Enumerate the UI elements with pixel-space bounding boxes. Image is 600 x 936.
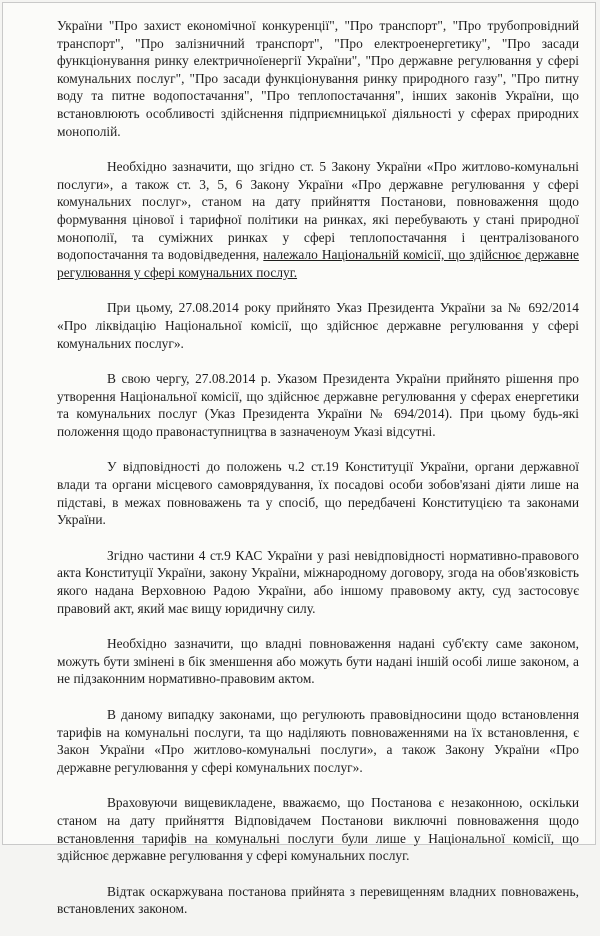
underlined-commission-text: належало Національній комісії, що здійснює державне регулювання у сфері комунальних послуг. xyxy=(57,247,580,280)
document-body xyxy=(57,17,579,936)
paragraph-laws-list: України "Про захист економічної конкуренції", "Про транспорт", "Про трубопровідний транспорт", "Про залізничний транспорт", "Про електроенергетику", "Про засади функціонування ринку електричноїенергії України", "Про державне регулювання у сфері комунальних послуг", "Про засади функціонування ринку природного газу", "Про питну воду та питне водопостачання", "Про теплопостачання", інших законів України, що встановлюють особливості здійснення підприємницької діяльності у сферах природних монополій. xyxy=(57,18,579,139)
paragraph-kas: Згідно частини 4 ст.9 КАС України у разі невідповідності нормативно-правового акта Конституції України, закону України, міжнародному договору, згода на обов'язковість якого надана Верховною Радою України, або іншому правовому акту, суд застосовує правовий акт, який має вищу юридичну силу. xyxy=(57,547,579,616)
paragraph-regulating-laws: В даному випадку законами, що регулюють правовідносини щодо встановлення тарифів на комунальні послуги, та що наділяють повноваженнями на їх встановлення, є Закон України «Про житлово-комунальні послуги», а також Закону України «Про державне регулювання у сфері комунальних послуг». xyxy=(57,707,579,775)
paragraph-authority-note xyxy=(57,158,579,281)
paragraph-powers-by-law: Необхідно зазначити, що владні повноваження надані суб'єкту саме законом, можуть бути змінені в бік зменшення або можуть бути надані іншій особі лише законом, а не підзаконним нормативно-правовим актом. xyxy=(57,636,579,687)
paragraph-conclusion: Враховуючи вищевикладене, вважаємо, що Постанова є незаконною, оскільки станом на дату прийняття Відповідачем Постанови виключні повноваження щодо встановлення тарифів на комунальні послуги були лише у Національної комісії, що здійснює державне регулювання у сфері комунальних послуг. xyxy=(57,795,579,864)
paragraph-decree-692: При цьому, 27.08.2014 року прийнято Указ Президента України за № 692/2014 «Про ліквідацію Національної комісії, що здійснює державне регулювання у сфері комунальних послуг». xyxy=(57,300,579,351)
paragraph-decree-694: В свою чергу, 27.08.2014 р. Указом Президента України прийнято рішення про утворення Національної комісії, що здійснює державне регулювання у сферах енергетики та комунальних послуг (Указ Президента України № 694/2014). При цьому будь-які положення щодо правонаступництва в зазначеноум Указі відсутні. xyxy=(57,371,579,439)
document-page xyxy=(2,2,596,917)
paragraph-final: Відтак оскаржувана постанова прийнята з перевищенням владних повноважень, встановлених законом. xyxy=(57,883,579,917)
paragraph-authority-text: Необхідно зазначити, що згідно ст. 5 Закону України «Про житлово-комунальні послуги», а також ст. 3, 5, 6 Закону України «Про державне регулювання у сфері комунальних послуг», станом на дату прийняття Постанови, повноваження щодо формування цінової і тарифної політики на ринках, які перебувають у стані природної монополії, та суміжних ринках у сфері теплопостачання і централізованого водопостачання та водовідведення, xyxy=(57,159,579,263)
paragraph-constitution: У відповідності до положень ч.2 ст.19 Конституції України, органи державної влади та органи місцевого самоврядування, їх посадові особи зобов'язані діяти лише на підставі, в межах повноважень та у спосіб, що передбачені Конституцією та законами України. xyxy=(57,459,579,528)
